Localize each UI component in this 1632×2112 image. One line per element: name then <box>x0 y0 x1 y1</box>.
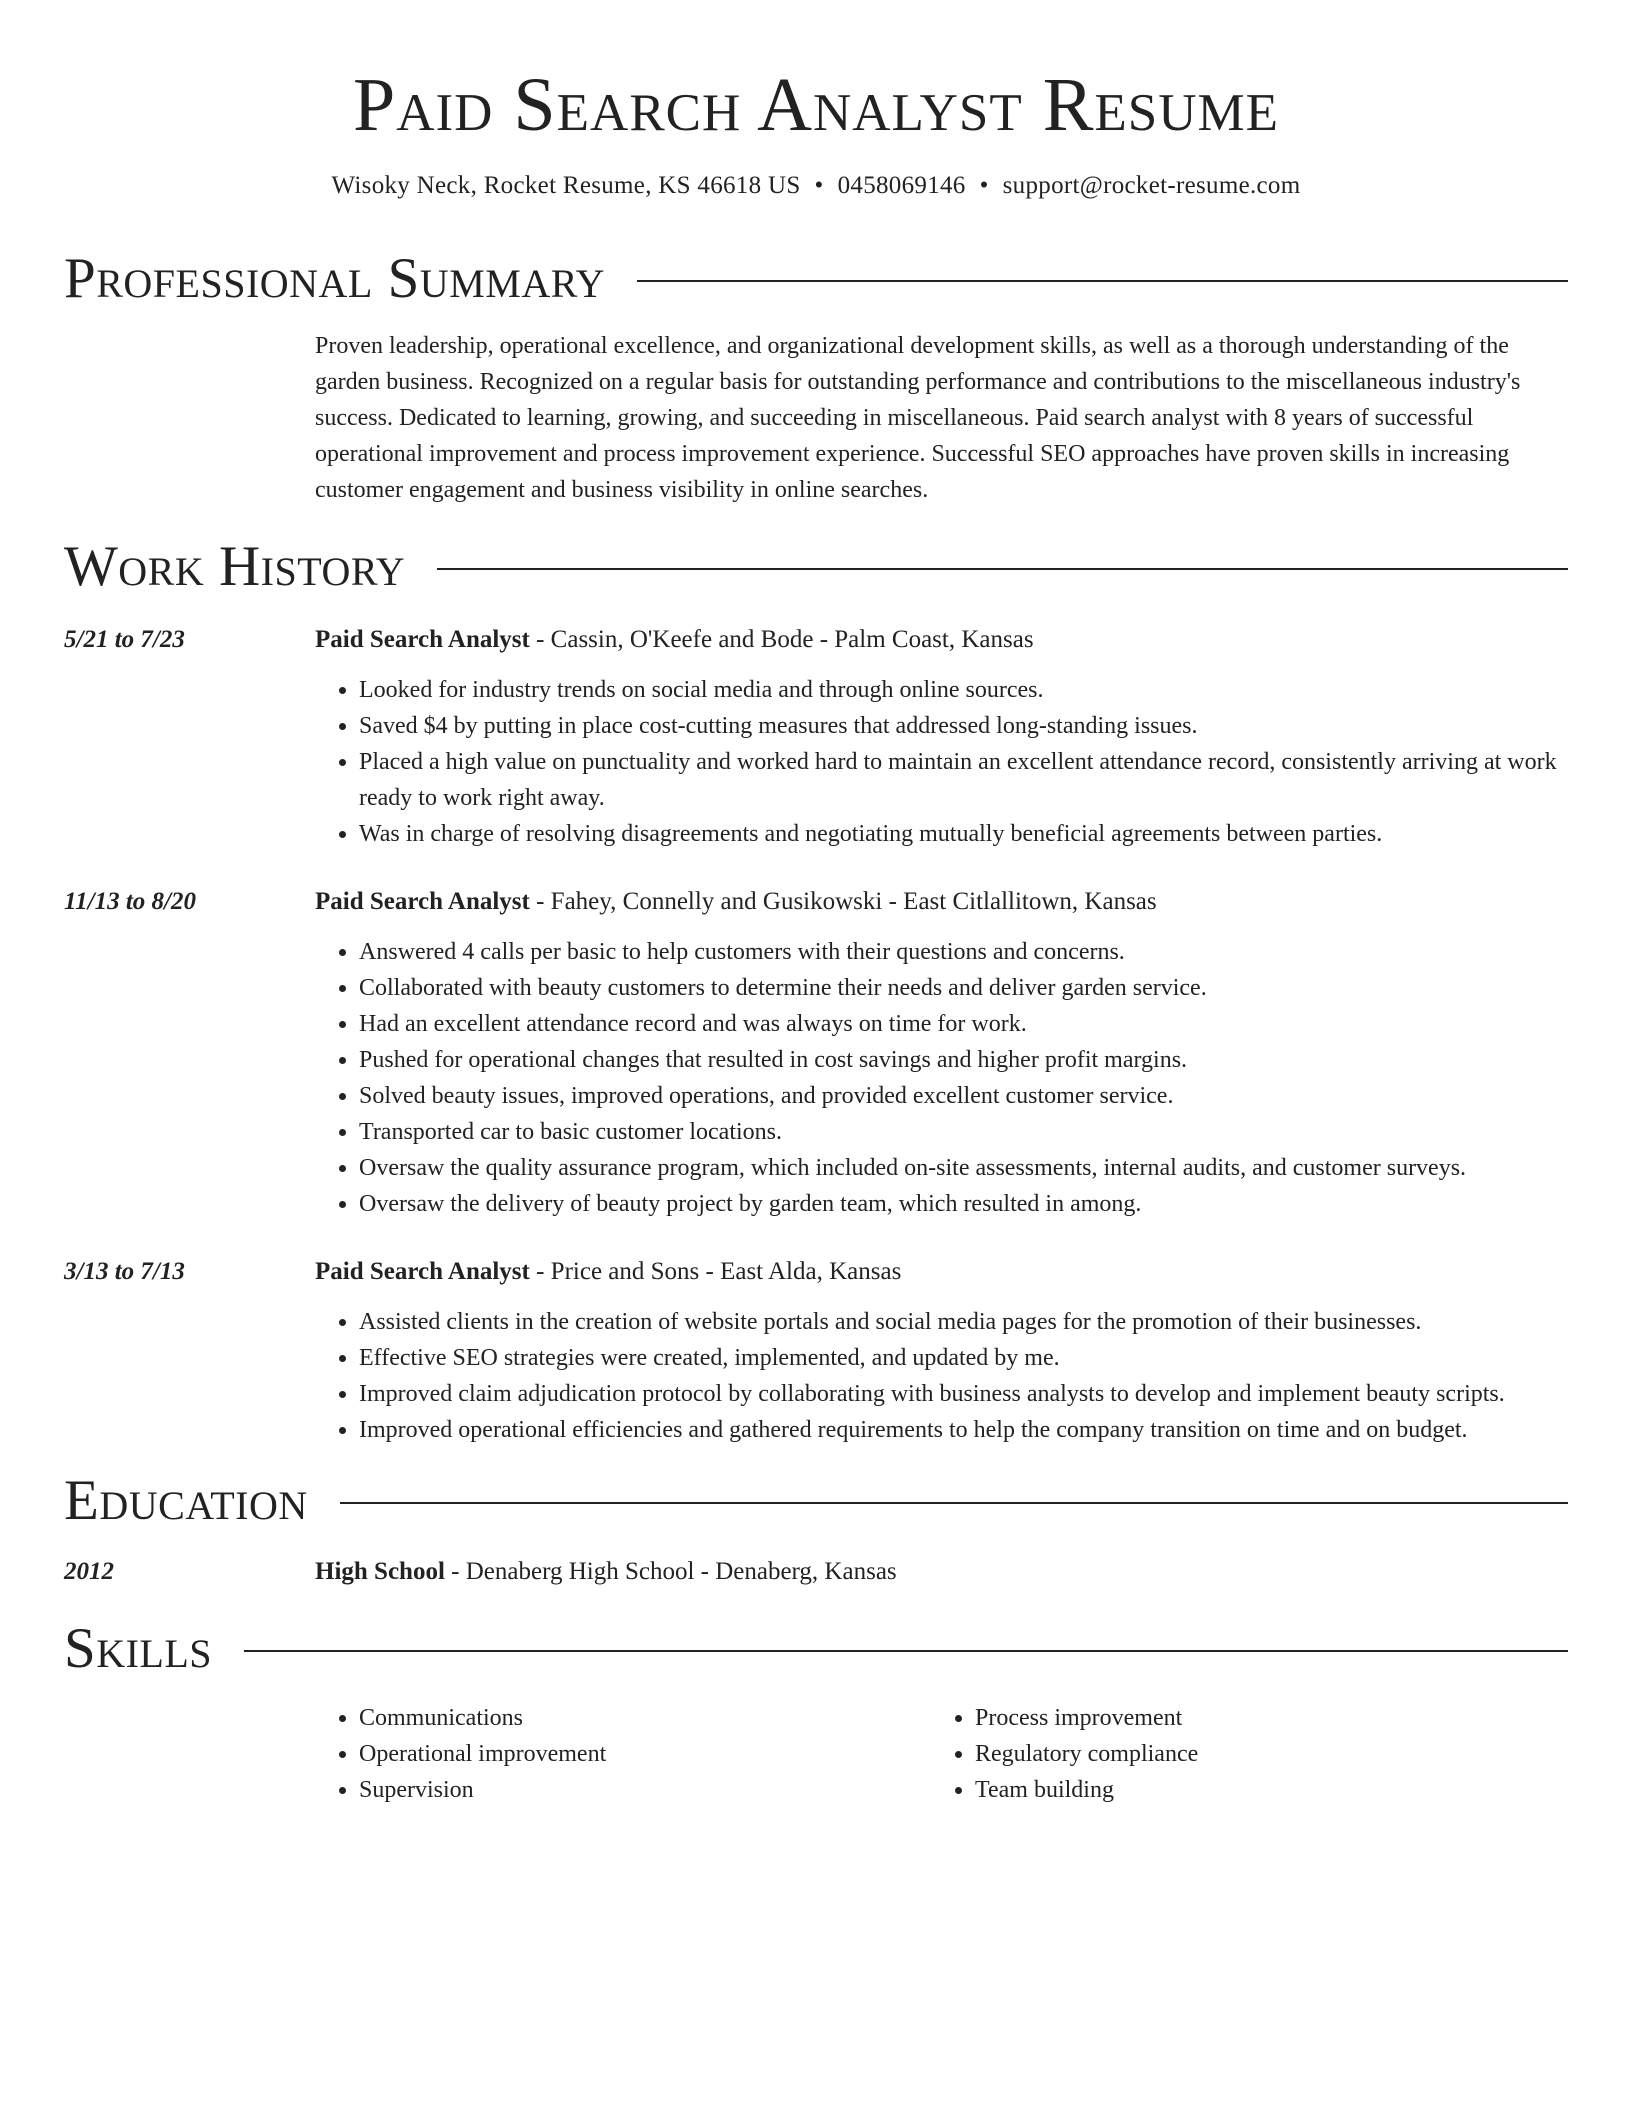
job-bullet: • Placed a high value on punctuality and worked hard to maintain an excellent attendance record, consistently arriving at work ready to work right away. <box>359 744 1568 816</box>
job-title: Paid Search Analyst <box>315 626 530 653</box>
summary-section-header <box>64 246 1568 312</box>
contact-address: Wisoky Neck, Rocket Resume, KS 46618 US <box>331 172 801 199</box>
education-heading: Education <box>64 1469 308 1532</box>
education-degree: High School <box>315 1558 445 1585</box>
job-bullet: • Saved $4 by putting in place cost-cutting measures that addressed long-standing issues. <box>359 708 1568 744</box>
skill-item: • Supervision <box>359 1772 931 1808</box>
job-details: - Fahey, Connelly and Gusikowski - East Citlallitown, Kansas <box>529 888 1157 915</box>
section-divider <box>244 1650 1568 1652</box>
job-entry <box>64 622 1568 852</box>
job-bullet: • Solved beauty issues, improved operations, and provided excellent customer service. <box>359 1078 1568 1114</box>
summary-text: Proven leadership, operational excellence, and organizational development skills, as well as a thorough understanding of the garden business. Recognized on a regular basis for outstanding performance and contributions to the miscellaneous industry's success. Dedicated to learning, growing, and succeeding in miscellaneous. Paid search analyst with 8 years of successful operational improvement and process improvement experience. Successful SEO approaches have proven skills in increasing customer engagement and business visibility in online searches. <box>315 333 1521 503</box>
job-bullet: • Collaborated with beauty customers to determine their needs and deliver garden service. <box>359 970 1568 1006</box>
job-bullets <box>315 1304 1568 1448</box>
job-bullet: • Pushed for operational changes that resulted in cost savings and higher profit margins. <box>359 1042 1568 1078</box>
job-bullet: • Oversaw the delivery of beauty project by garden team, which resulted in among. <box>359 1186 1568 1222</box>
contact-line <box>64 170 1568 202</box>
work-section-header <box>64 534 1568 600</box>
skills-heading: Skills <box>64 1617 213 1680</box>
resume-title: Paid Search Analyst Resume <box>352 63 1280 147</box>
job-dates: 3/13 to 7/13 <box>64 1258 185 1285</box>
job-title: Paid Search Analyst <box>315 1258 530 1285</box>
skills-column-right <box>931 1700 1198 1808</box>
section-divider <box>340 1502 1568 1504</box>
contact-separator: • <box>814 172 824 199</box>
skill-item: • Operational improvement <box>359 1736 931 1772</box>
job-bullet: • Improved claim adjudication protocol by collaborating with business analysts to develop and implement beauty scripts. <box>359 1376 1568 1412</box>
summary-heading: Professional Summary <box>64 247 606 310</box>
education-entry <box>64 1554 1568 1590</box>
job-entry <box>64 884 1568 1222</box>
job-title: Paid Search Analyst <box>315 888 530 915</box>
job-info <box>315 884 1568 920</box>
job-details: - Price and Sons - East Alda, Kansas <box>529 1258 902 1285</box>
job-bullets <box>315 934 1568 1222</box>
job-bullet: • Transported car to basic customer locations. <box>359 1114 1568 1150</box>
work-heading: Work History <box>64 535 406 598</box>
education-year: 2012 <box>64 1558 114 1585</box>
job-bullet: • Oversaw the quality assurance program, which included on-site assessments, internal audits, and customer surveys. <box>359 1150 1568 1186</box>
job-header <box>64 622 1568 658</box>
job-bullet: • Assisted clients in the creation of website portals and social media pages for the promotion of their businesses. <box>359 1304 1568 1340</box>
job-entry <box>64 1254 1568 1448</box>
skills-column-left <box>315 1700 931 1808</box>
contact-separator: • <box>979 172 989 199</box>
job-header <box>64 1254 1568 1290</box>
job-bullet: • Was in charge of resolving disagreements and negotiating mutually beneficial agreements between parties. <box>359 816 1568 852</box>
skill-item: • Regulatory compliance <box>975 1736 1198 1772</box>
job-bullets <box>315 672 1568 852</box>
education-section-header <box>64 1468 1568 1534</box>
job-dates: 5/21 to 7/23 <box>64 626 185 653</box>
contact-email: support@rocket-resume.com <box>1002 172 1301 199</box>
section-divider <box>437 568 1568 570</box>
skill-item: • Team building <box>975 1772 1198 1808</box>
job-bullet: • Effective SEO strategies were created, implemented, and updated by me. <box>359 1340 1568 1376</box>
job-info <box>315 1254 1568 1290</box>
skills-section-header <box>64 1616 1568 1682</box>
skill-item: • Communications <box>359 1700 931 1736</box>
job-details: - Cassin, O'Keefe and Bode - Palm Coast, Kansas <box>529 626 1034 653</box>
job-bullet: • Looked for industry trends on social media and through online sources. <box>359 672 1568 708</box>
contact-phone: 0458069146 <box>837 172 966 199</box>
job-header <box>64 884 1568 920</box>
job-info <box>315 622 1568 658</box>
skill-item: • Process improvement <box>975 1700 1198 1736</box>
skills-list <box>315 1700 1568 1808</box>
job-bullet: • Had an excellent attendance record and was always on time for work. <box>359 1006 1568 1042</box>
job-dates: 11/13 to 8/20 <box>64 888 196 915</box>
education-details: - Denaberg High School - Denaberg, Kansas <box>444 1558 897 1585</box>
education-info <box>315 1554 1568 1590</box>
job-bullet: • Answered 4 calls per basic to help customers with their questions and concerns. <box>359 934 1568 970</box>
job-bullet: • Improved operational efficiencies and gathered requirements to help the company transition on time and on budget. <box>359 1412 1568 1448</box>
section-divider <box>637 280 1568 282</box>
